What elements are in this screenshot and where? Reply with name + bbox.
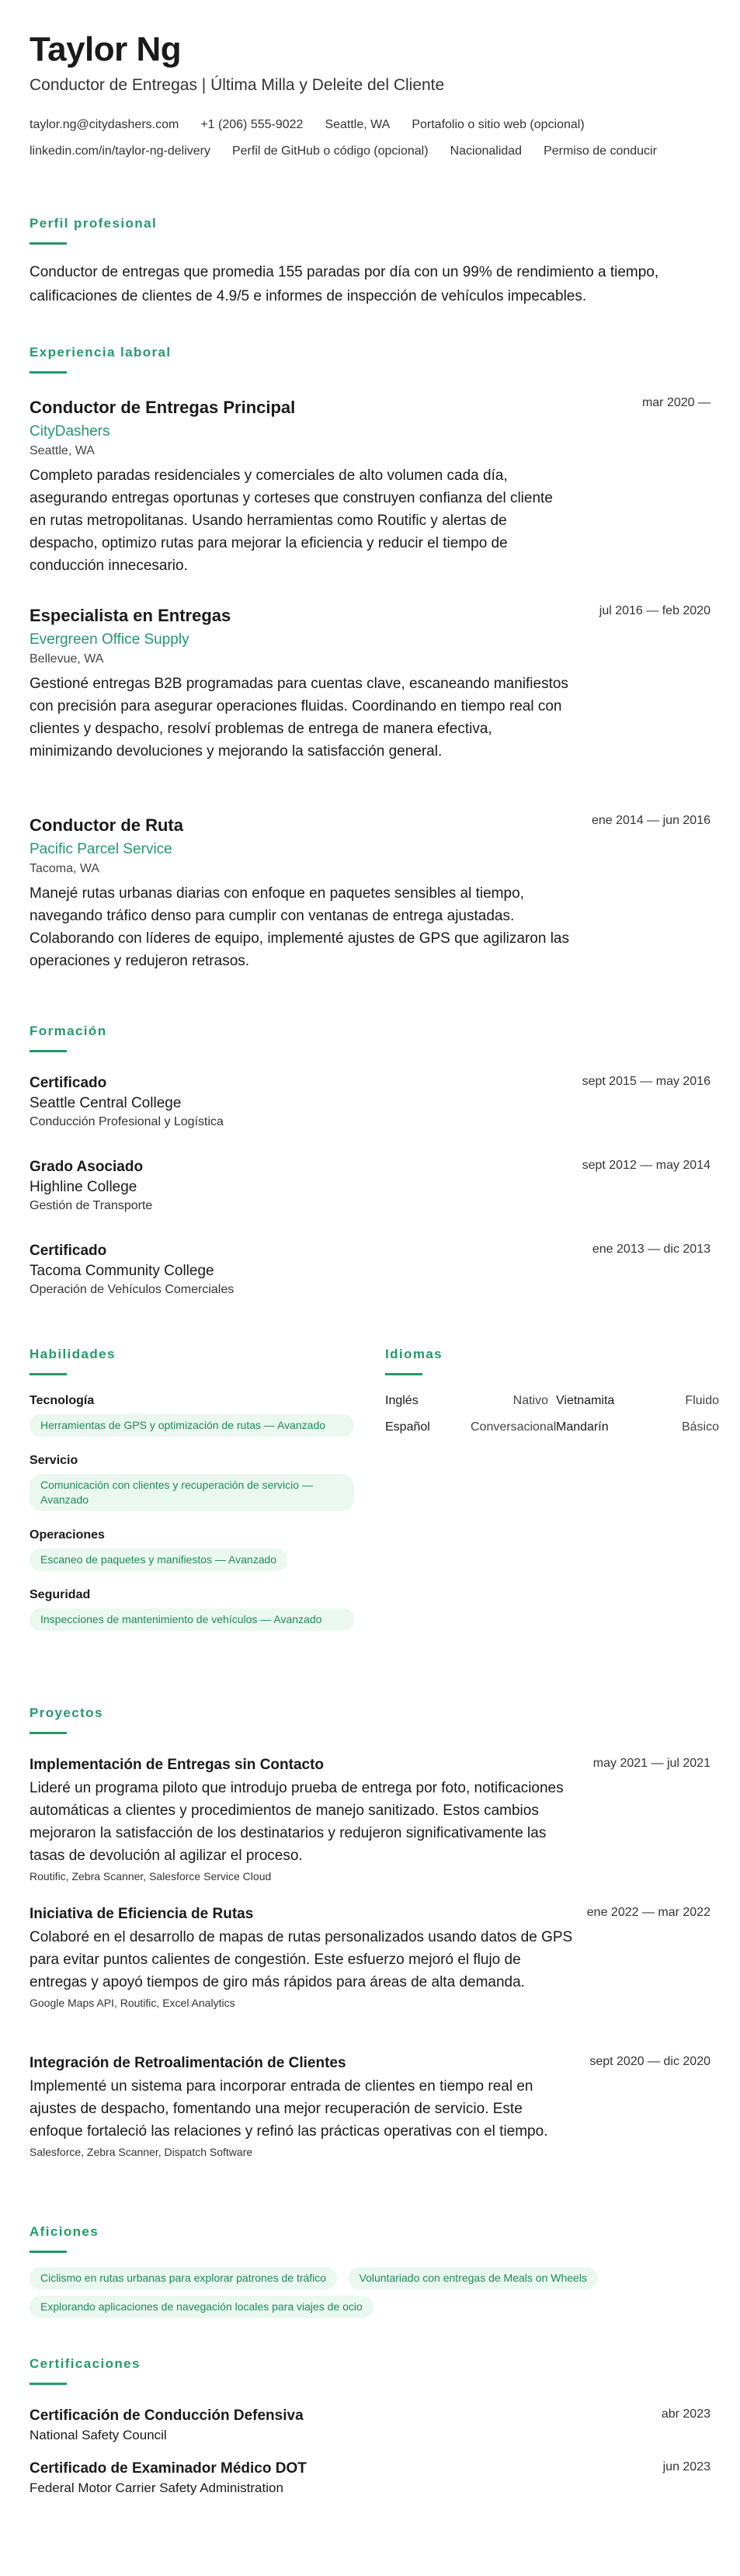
experience-entry [30,396,710,577]
experience-entry [30,814,710,972]
certification-name: Certificado de Examinador Médico DOT [30,2460,307,2477]
certification-date: abr 2023 [661,2407,710,2421]
section-title-projects: Proyectos [30,1705,103,1720]
education-school: Tacoma Community College [30,1263,214,1279]
skill-group [30,1394,356,1437]
skill-group [30,1454,356,1511]
certification-entry [30,2407,710,2443]
certification-name: Certificación de Conducción Defensiva [30,2407,304,2424]
hobby-pill: Voluntariado con entregas de Meals on Wheels [349,2267,598,2289]
project-tech: Salesforce, Zebra Scanner, Dispatch Software [30,2146,253,2158]
certification-issuer: Federal Motor Carrier Safety Administration [30,2480,283,2495]
section-title-languages: Idiomas [385,1347,443,1361]
job-title: Conductor de Ruta [30,815,183,835]
contact-location: Seattle, WA [325,118,391,131]
company-name: Pacific Parcel Service [30,841,172,857]
experience-date: mar 2020 — [641,396,710,409]
certifications-section [30,2356,710,2385]
education-field: Conducción Profesional y Logística [30,1115,224,1128]
contact-nationality: Nacionalidad [450,144,523,158]
language-level: Conversacional [471,1420,557,1434]
skill-pill: Herramientas de GPS y optimización de rutas — Avanzado [30,1414,354,1437]
job-location: Seattle, WA [30,444,95,457]
job-description: Manejé rutas urbanas diarias con enfoque en paquetes sensibles al tiempo, navegando tráfico denso para cumplir con ventanas de entrega ajustadas. Colaborando con líderes de equipo, implementé ajustes de GPS que agilizaron las operaciones y redujeron retrasos. [30,885,569,969]
project-tech: Routific, Zebra Scanner, Salesforce Service Cloud [30,1870,272,1882]
section-title-hobbies: Aficiones [30,2224,99,2239]
section-title-education: Formación [30,1024,107,1038]
project-entry [30,1906,710,2009]
summary-section [30,216,710,308]
project-date: ene 2022 — mar 2022 [586,1906,710,1919]
education-degree: Grado Asociado [30,1159,144,1175]
company-name: Evergreen Office Supply [30,631,189,648]
education-date: sept 2012 — may 2014 [582,1159,710,1172]
education-school: Highline College [30,1179,137,1195]
job-title: Conductor de Entregas Principal [30,398,296,417]
summary-text: Conductor de entregas que promedia 155 paradas por día con un 99% de rendimiento a tiempo, calificaciones de clientes de 4.9/5 e informes de inspección de vehículos impecables. [30,264,659,304]
language-name: Español [385,1420,430,1434]
contact-linkedin[interactable]: linkedin.com/in/taylor-ng-delivery [30,144,210,158]
skill-group [30,1528,356,1571]
project-title: Integración de Retroalimentación de Clientes [30,2055,346,2071]
section-title-experience: Experiencia laboral [30,345,172,360]
company-name: CityDashers [30,423,110,440]
contact-list [30,112,697,165]
education-degree: Certificado [30,1075,107,1091]
project-description: Lideré un programa piloto que introdujo prueba de entrega por foto, notificaciones automáticas a clientes y procedimientos de manejo sanitizado. Estos cambios mejoraron la satisfacción de los destinatarios y redujeron significativamente las tasas de devolución al agilizar el proceso. [30,1780,564,1864]
education-field: Operación de Vehículos Comerciales [30,1283,235,1296]
job-location: Bellevue, WA [30,652,104,666]
skill-category: Operaciones [30,1528,105,1542]
contact-github[interactable]: Perfil de GitHub o código (opcional) [231,144,429,158]
project-entry [30,2055,710,2158]
section-title-summary: Perfil profesional [30,216,158,231]
section-title-certifications: Certificaciones [30,2356,141,2371]
hobby-pill: Ciclismo en rutas urbanas para explorar patrones de tráfico [30,2267,337,2289]
skill-group [30,1588,356,1631]
education-entry [30,1243,710,1297]
job-title: Especialista en Entregas [30,606,231,625]
project-description: Implementé un sistema para incorporar entrada de clientes en tiempo real en ajustes de despacho, fomentando una mejor recuperación de servicio. Este enfoque fortaleció las relaciones y refinó las prácticas operativas con el tiempo. [30,2078,548,2140]
job-description: Gestioné entregas B2B programadas para cuentas clave, escaneando manifiestos con precisión para asegurar operaciones fluidas. Coordinando en tiempo real con clientes y despacho, resolví problemas de entrega de manera efectiva, minimizando devoluciones y mejorando la satisfacción general. [30,676,568,760]
contact-phone[interactable]: +1 (206) 555-9022 [200,118,304,131]
project-description: Colaboré en el desarrollo de mapas de rutas personalizados usando datos de GPS para evitar puntos calientes de congestión. Este esfuerzo mejoró el flujo de entregas y apoyó tiempos de giro más rápidos para áreas de alta demanda. [30,1929,573,1990]
section-rule [30,2251,67,2253]
skill-category: Tecnología [30,1394,95,1407]
education-date: sept 2015 — may 2016 [582,1075,710,1088]
project-tech: Google Maps API, Routific, Excel Analytics [30,1997,235,2009]
education-section [30,1024,710,1052]
languages-section [385,1347,719,1434]
skill-pill: Inspecciones de mantenimiento de vehículos — Avanzado [30,1608,354,1631]
candidate-headline: Conductor de Entregas | Última Milla y Deleite del Cliente [30,76,445,94]
education-entry [30,1075,710,1129]
section-rule [30,242,67,245]
section-rule [30,1373,67,1375]
education-field: Gestión de Transporte [30,1199,153,1212]
section-rule [30,2383,67,2385]
project-entry [30,1757,710,1882]
language-grid [385,1394,719,1434]
candidate-name: Taylor Ng [30,30,182,68]
language-level: Fluido [685,1394,719,1407]
experience-entry [30,604,710,763]
projects-section [30,1705,710,1734]
section-title-skills: Habilidades [30,1347,116,1361]
certification-issuer: National Safety Council [30,2428,167,2442]
skills-section [30,1347,356,1631]
section-rule [30,1050,67,1052]
project-title: Implementación de Entregas sin Contacto [30,1757,325,1773]
job-description: Completo paradas residenciales y comerciales de alto volumen cada día, asegurando entregas oportunas y corteses que construyen confianza del cliente en rutas metropolitanas. Usando herramientas como Routific y alertas de despacho, optimizo rutas para mejorar la eficiencia y reducir el tiempo de conducción innecesario. [30,468,553,574]
language-name: Vietnamita [556,1394,615,1407]
education-degree: Certificado [30,1243,107,1259]
job-location: Tacoma, WA [30,862,100,875]
hobby-list [30,2261,710,2318]
project-date: sept 2020 — dic 2020 [589,2055,710,2068]
section-rule [385,1373,422,1375]
language-name: Mandarín [556,1420,609,1434]
hobbies-section [30,2224,710,2318]
hobby-pill: Explorando aplicaciones de navegación locales para viajes de ocio [30,2296,373,2318]
contact-email[interactable]: taylor.ng@citydashers.com [30,118,179,131]
project-date: may 2021 — jul 2021 [592,1757,710,1770]
contact-license: Permiso de conducir [544,144,657,158]
education-date: ene 2013 — dic 2013 [592,1243,710,1256]
education-entry [30,1159,710,1213]
skill-pill: Escaneo de paquetes y manifiestos — Avanzado [30,1549,287,1571]
education-school: Seattle Central College [30,1095,182,1111]
certification-entry [30,2460,710,2496]
project-title: Iniciativa de Eficiencia de Rutas [30,1906,254,1922]
experience-date: jul 2016 — feb 2020 [599,604,710,617]
language-level: Nativo [512,1394,548,1407]
skill-category: Servicio [30,1454,78,1467]
experience-date: ene 2014 — jun 2016 [591,814,710,827]
language-level: Básico [681,1420,719,1434]
skill-category: Seguridad [30,1588,91,1601]
contact-portfolio[interactable]: Portafolio o sitio web (opcional) [412,118,585,131]
section-rule [30,1732,67,1734]
section-rule [30,371,67,374]
certification-date: jun 2023 [662,2460,710,2473]
skill-pill: Comunicación con clientes y recuperación de servicio — Avanzado [30,1474,354,1511]
experience-section [30,345,710,374]
language-name: Inglés [385,1394,419,1407]
